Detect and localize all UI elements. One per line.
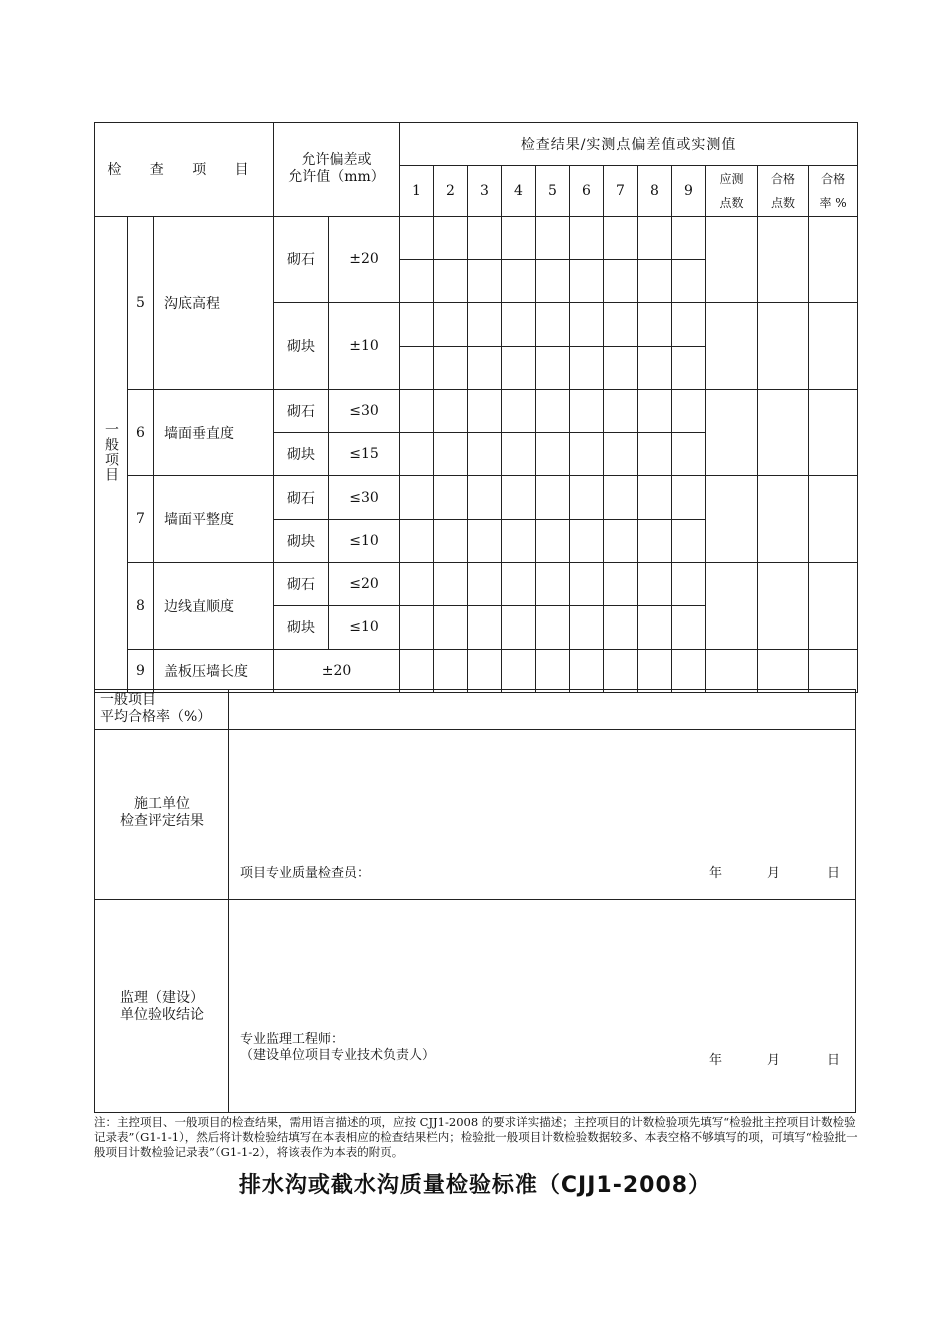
data-cell[interactable]: [400, 649, 434, 692]
supervision-signer[interactable]: 专业监理工程师： （建设单位项目专业技术负责人）: [240, 1032, 436, 1063]
data-cell[interactable]: [400, 606, 434, 649]
should-count-cell[interactable]: [706, 563, 758, 650]
point-4: 4: [502, 166, 536, 216]
construction-day: 日: [827, 866, 841, 881]
data-cell[interactable]: [502, 433, 536, 476]
data-cell[interactable]: [638, 563, 672, 606]
supervision-divider: [228, 899, 229, 1113]
data-cell[interactable]: [468, 303, 502, 346]
data-cell[interactable]: [536, 216, 570, 259]
data-cell[interactable]: [468, 649, 502, 692]
supervision-month: 月: [767, 1053, 781, 1068]
data-cell[interactable]: [502, 346, 536, 389]
row-name: 墙面平整度: [154, 476, 274, 563]
pass-rate-cell[interactable]: [809, 649, 858, 692]
data-cell[interactable]: [434, 433, 468, 476]
data-cell[interactable]: [638, 389, 672, 432]
data-cell[interactable]: [604, 476, 638, 519]
data-cell[interactable]: [638, 303, 672, 346]
data-cell[interactable]: [638, 259, 672, 302]
data-cell[interactable]: [570, 519, 604, 562]
construction-month: 月: [767, 866, 781, 881]
row-name: 墙面垂直度: [154, 389, 274, 476]
data-cell[interactable]: [400, 346, 434, 389]
data-cell[interactable]: [502, 563, 536, 606]
data-cell[interactable]: [570, 259, 604, 302]
should-count-cell[interactable]: [706, 303, 758, 390]
material: 砌块: [274, 519, 329, 562]
pass-rate-cell[interactable]: [809, 389, 858, 476]
data-cell[interactable]: [468, 259, 502, 302]
should-count-cell[interactable]: [706, 649, 758, 692]
point-3: 3: [468, 166, 502, 216]
pass-rate-header: 合格 率 %: [809, 166, 858, 216]
data-cell[interactable]: [400, 216, 434, 259]
supervision-year: 年: [709, 1053, 723, 1068]
supervision-day: 日: [827, 1053, 841, 1068]
data-cell[interactable]: [672, 519, 706, 562]
pass-count-cell[interactable]: [758, 389, 809, 476]
data-cell[interactable]: [604, 649, 638, 692]
tolerance: ±20: [329, 216, 400, 303]
data-cell[interactable]: [570, 476, 604, 519]
point-5: 5: [536, 166, 570, 216]
data-cell[interactable]: [536, 259, 570, 302]
data-cell[interactable]: [502, 303, 536, 346]
data-cell[interactable]: [400, 476, 434, 519]
material: 砌石: [274, 216, 329, 303]
avg-rate-divider: [228, 689, 229, 730]
pass-count-cell[interactable]: [758, 563, 809, 650]
data-cell[interactable]: [400, 563, 434, 606]
data-cell[interactable]: [672, 563, 706, 606]
pass-rate-cell[interactable]: [809, 216, 858, 303]
should-count-cell[interactable]: [706, 476, 758, 563]
material: 砌块: [274, 433, 329, 476]
data-cell[interactable]: [604, 519, 638, 562]
avg-rate-label: 一般项目 平均合格率（%）: [100, 692, 212, 725]
pass-count-cell[interactable]: [758, 216, 809, 303]
data-cell[interactable]: [672, 649, 706, 692]
pass-rate-cell[interactable]: [809, 476, 858, 563]
pass-rate-cell[interactable]: [809, 563, 858, 650]
data-cell[interactable]: [570, 346, 604, 389]
data-cell[interactable]: [536, 476, 570, 519]
pass-count-cell[interactable]: [758, 476, 809, 563]
row-no: 7: [128, 476, 154, 563]
data-cell[interactable]: [434, 606, 468, 649]
row-no: 5: [128, 216, 154, 389]
should-count-cell[interactable]: [706, 389, 758, 476]
row-no: 6: [128, 389, 154, 476]
data-cell[interactable]: [434, 519, 468, 562]
data-cell[interactable]: [570, 606, 604, 649]
material: 砌石: [274, 389, 329, 432]
construction-label: 施工单位 检查评定结果: [120, 796, 204, 829]
should-count-cell[interactable]: [706, 216, 758, 303]
header-allowance-text: 允许偏差或 允许值（mm）: [288, 152, 385, 186]
data-cell[interactable]: [570, 216, 604, 259]
footnote: 注：主控项目、一般项目的检查结果，需用语言描述的项，应按 CJJ1-2008 的要求详实描述；主控项目的计数检验项先填写“检验批主控项目计数检验记录表”（G1-1-1），然后将计数检验结填写在本表相应的检查结果栏内；检验批一般项目计数检验数据较多、本表空格不够填写的项，可填写“检验批一般项目计数检验记录表”（G1-1-2），将该表作为本表的附页。: [94, 1115, 858, 1159]
data-cell[interactable]: [468, 476, 502, 519]
tolerance: ≤30: [329, 476, 400, 519]
tolerance: ≤15: [329, 433, 400, 476]
data-cell[interactable]: [536, 606, 570, 649]
row-no: 8: [128, 563, 154, 650]
data-cell[interactable]: [502, 389, 536, 432]
row-no: 9: [128, 649, 154, 692]
data-cell[interactable]: [604, 216, 638, 259]
data-cell[interactable]: [536, 519, 570, 562]
group-label: 一般项目: [95, 216, 128, 692]
data-cell[interactable]: [502, 259, 536, 302]
data-cell[interactable]: [604, 606, 638, 649]
data-cell[interactable]: [638, 476, 672, 519]
data-cell[interactable]: [604, 389, 638, 432]
data-cell[interactable]: [536, 563, 570, 606]
data-cell[interactable]: [468, 346, 502, 389]
data-cell[interactable]: [502, 606, 536, 649]
tolerance: ≤10: [329, 519, 400, 562]
construction-year: 年: [709, 866, 723, 881]
point-6: 6: [570, 166, 604, 216]
data-cell[interactable]: [672, 433, 706, 476]
data-cell[interactable]: [604, 303, 638, 346]
data-cell[interactable]: [434, 563, 468, 606]
point-9: 9: [672, 166, 706, 216]
data-cell[interactable]: [400, 389, 434, 432]
data-cell[interactable]: [400, 433, 434, 476]
data-cell[interactable]: [468, 519, 502, 562]
data-cell[interactable]: [638, 606, 672, 649]
data-cell[interactable]: [536, 433, 570, 476]
data-cell[interactable]: [570, 563, 604, 606]
data-cell[interactable]: [638, 649, 672, 692]
construction-signer[interactable]: 项目专业质量检查员：: [240, 866, 371, 881]
tolerance: ≤20: [329, 563, 400, 606]
data-cell[interactable]: [502, 519, 536, 562]
data-cell[interactable]: [570, 389, 604, 432]
data-cell[interactable]: [400, 303, 434, 346]
data-cell[interactable]: [672, 259, 706, 302]
data-cell[interactable]: [468, 606, 502, 649]
data-cell[interactable]: [536, 389, 570, 432]
data-cell[interactable]: [604, 259, 638, 302]
row-name: 边线直顺度: [154, 563, 274, 650]
data-cell[interactable]: [672, 346, 706, 389]
data-cell[interactable]: [468, 216, 502, 259]
header-results: 检查结果/实测点偏差值或实测值: [400, 123, 858, 166]
data-cell[interactable]: [672, 389, 706, 432]
data-cell[interactable]: [434, 346, 468, 389]
material: 砌块: [274, 303, 329, 390]
data-cell[interactable]: [434, 476, 468, 519]
data-cell[interactable]: [672, 303, 706, 346]
supervision-label: 监理（建设） 单位验收结论: [120, 990, 204, 1023]
pass-count-header: 合格 点数: [758, 166, 809, 216]
tolerance: ±20: [274, 649, 400, 692]
point-1: 1: [400, 166, 434, 216]
tolerance: ≤10: [329, 606, 400, 649]
row-name: 沟底高程: [154, 216, 274, 389]
data-cell[interactable]: [536, 346, 570, 389]
data-cell[interactable]: [434, 389, 468, 432]
data-cell[interactable]: [672, 216, 706, 259]
data-cell[interactable]: [638, 346, 672, 389]
point-7: 7: [604, 166, 638, 216]
material: 砌石: [274, 563, 329, 606]
data-cell[interactable]: [604, 563, 638, 606]
data-cell[interactable]: [570, 433, 604, 476]
data-cell[interactable]: [638, 216, 672, 259]
data-cell[interactable]: [638, 519, 672, 562]
data-cell[interactable]: [434, 259, 468, 302]
data-cell[interactable]: [536, 649, 570, 692]
material: 砌块: [274, 606, 329, 649]
data-cell[interactable]: [502, 476, 536, 519]
data-cell[interactable]: [400, 519, 434, 562]
point-2: 2: [434, 166, 468, 216]
row-name: 盖板压墙长度: [154, 649, 274, 692]
data-cell[interactable]: [604, 346, 638, 389]
data-cell[interactable]: [468, 389, 502, 432]
data-cell[interactable]: [434, 649, 468, 692]
page-title: 排水沟或截水沟质量检验标准（CJJ1-2008）: [238, 1173, 712, 1198]
data-cell[interactable]: [672, 606, 706, 649]
data-cell[interactable]: [468, 433, 502, 476]
data-cell[interactable]: [434, 303, 468, 346]
data-cell[interactable]: [434, 216, 468, 259]
data-cell[interactable]: [502, 216, 536, 259]
data-cell[interactable]: [638, 433, 672, 476]
pass-count-cell[interactable]: [758, 303, 809, 390]
data-cell[interactable]: [570, 303, 604, 346]
tolerance: ±10: [329, 303, 400, 390]
data-cell[interactable]: [570, 649, 604, 692]
pass-count-cell[interactable]: [758, 649, 809, 692]
should-count-header: 应测 点数: [706, 166, 758, 216]
data-cell[interactable]: [502, 649, 536, 692]
header-allowance: [274, 123, 400, 217]
header-item: 检 查 项 目: [95, 123, 274, 217]
avg-rate-value[interactable]: [230, 690, 854, 729]
data-cell[interactable]: [468, 563, 502, 606]
data-cell[interactable]: [672, 476, 706, 519]
data-cell[interactable]: [400, 259, 434, 302]
construction-divider: [228, 729, 229, 900]
pass-rate-cell[interactable]: [809, 303, 858, 390]
material: 砌石: [274, 476, 329, 519]
inspection-table: [94, 122, 858, 693]
data-cell[interactable]: [604, 433, 638, 476]
point-8: 8: [638, 166, 672, 216]
tolerance: ≤30: [329, 389, 400, 432]
data-cell[interactable]: [536, 303, 570, 346]
